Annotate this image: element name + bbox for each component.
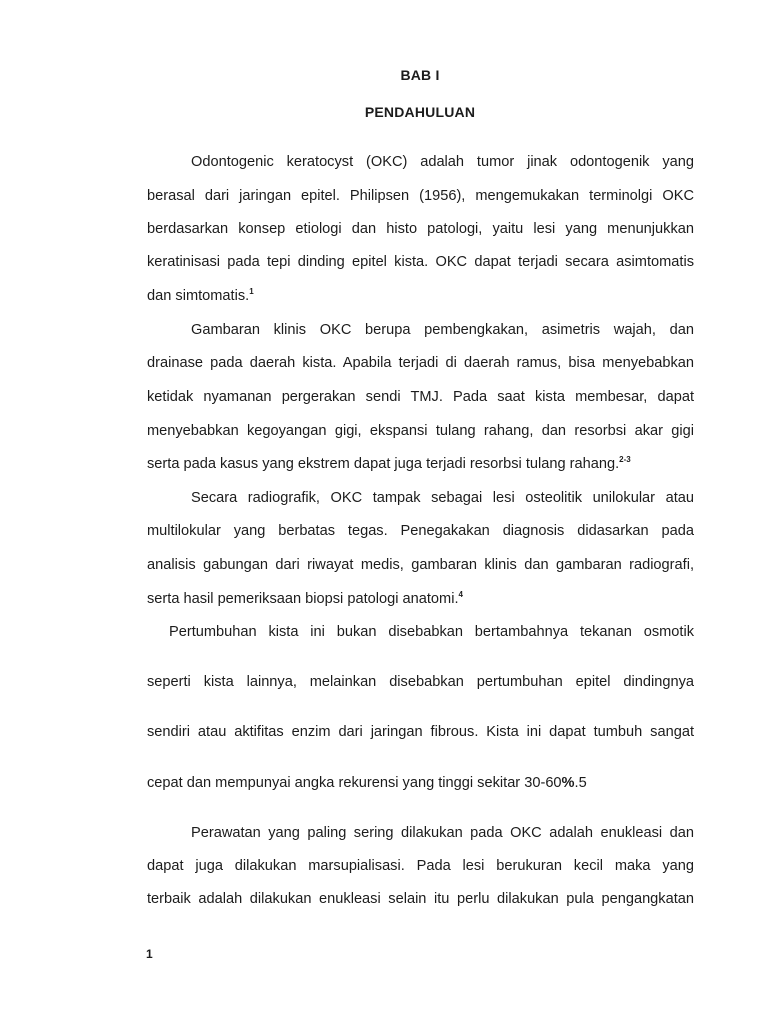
paragraph-line: berasal dari jaringan epitel. Philipsen (1956), mengemukakan terminolgi OKC (147, 188, 694, 204)
paragraph-text: dan simtomatis. (147, 288, 250, 304)
paragraph-line: analisis gabungan dari riwayat medis, gambaran klinis dan gambaran radiografi, (147, 557, 694, 573)
paragraph-line: keratinisasi pada tepi dinding epitel kista. OKC dapat terjadi secara asimtomatis (147, 254, 694, 270)
page-number: 1 (146, 947, 153, 961)
paragraph-text: serta hasil pemeriksaan biopsi patologi anatomi. (147, 591, 459, 607)
paragraph-line: seperti kista lainnya, melainkan disebabkan pertumbuhan epitel dindingnya (147, 674, 694, 690)
paragraph-tail: .5 (574, 775, 587, 791)
paragraph-last-line (147, 454, 694, 474)
paragraph-line: Secara radiografik, OKC tampak sebagai lesi osteolitik unilokular atau (191, 490, 694, 506)
chapter-title: PENDAHULUAN (364, 104, 476, 120)
paragraph-line: menyebabkan kegoyangan gigi, ekspansi tulang rahang, dan resorbsi akar gigi (147, 423, 694, 439)
citation-ref: 4 (458, 590, 463, 599)
paragraph-text: serta pada kasus yang ekstrem dapat juga terjadi resorbsi tulang rahang. (147, 456, 620, 472)
citation-ref: 1 (249, 287, 254, 296)
paragraph-line: dapat juga dilakukan marsupialisasi. Pada lesi berukuran kecil maka yang (147, 858, 694, 874)
paragraph-last-line (147, 286, 694, 306)
paragraph-line: Odontogenic keratocyst (OKC) adalah tumor jinak odontogenik yang (191, 154, 694, 170)
paragraph-line: Pertumbuhan kista ini bukan disebabkan bertambahnya tekanan osmotik (169, 624, 694, 640)
paragraph-text: cepat dan mempunyai angka rekurensi yang tinggi sekitar 30-60 (147, 775, 562, 791)
paragraph-line: sendiri atau aktifitas enzim dari jaringan fibrous. Kista ini dapat tumbuh sangat (147, 724, 694, 740)
paragraph-last-line (147, 589, 694, 609)
paragraph-line: Gambaran klinis OKC berupa pembengkakan, asimetris wajah, dan (191, 322, 694, 338)
paragraph-line: terbaik adalah dilakukan enukleasi selain itu perlu dilakukan pula pengangkatan (147, 891, 694, 907)
citation-ref: 2-3 (619, 455, 631, 464)
paragraph-line: ketidak nyamanan pergerakan sendi TMJ. Pada saat kista membesar, dapat (147, 389, 694, 405)
paragraph-last-line (147, 773, 694, 793)
percent-sign: % (561, 775, 575, 791)
paragraph-line: berdasarkan konsep etiologi dan histo patologi, yaitu lesi yang menunjukkan (147, 221, 694, 237)
paragraph-line: multilokular yang berbatas tegas. Penegakakan diagnosis didasarkan pada (147, 523, 694, 539)
paragraph-line: Perawatan yang paling sering dilakukan pada OKC adalah enukleasi dan (191, 825, 694, 841)
paragraph-line: drainase pada daerah kista. Apabila terjadi di daerah ramus, bisa menyebabkan (147, 355, 694, 371)
chapter-heading: BAB I (400, 67, 440, 83)
